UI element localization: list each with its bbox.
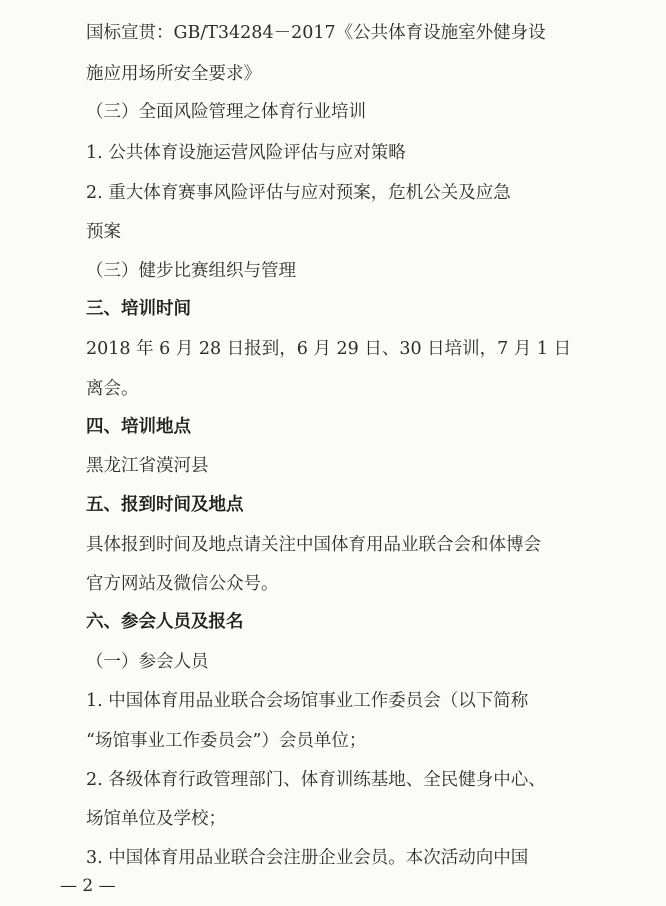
subsection-walking-race: （三）健步比赛组织与管理 — [86, 261, 296, 281]
subsection-risk-training: （三）全面风险管理之体育行业培训 — [86, 102, 366, 122]
subsection-attendees: （一）参会人员 — [86, 652, 209, 672]
list-item-2-cont: 预案 — [86, 222, 121, 242]
page-number: — 2 — — [60, 876, 116, 896]
attendee-item-2-cont: 场馆单位及学校； — [86, 809, 226, 829]
text-training-time-cont: 离会。 — [86, 379, 139, 399]
list-item-1: 1. 公共体育设施运营风险评估与应对策略 — [86, 143, 406, 163]
text-registration-cont: 官方网站及微信公众号。 — [86, 574, 279, 594]
section-heading-attendees: 六、参会人员及报名 — [86, 612, 244, 632]
attendee-item-2: 2. 各级体育行政管理部门、体育训练基地、全民健身中心、 — [86, 770, 546, 790]
text-location: 黑龙江省漠河县 — [86, 456, 209, 476]
text-line-standard-1: 国标宣贯：GB/T34284－2017《公共体育设施室外健身设 — [86, 23, 546, 43]
attendee-item-3: 3. 中国体育用品业联合会注册企业会员。本次活动向中国 — [86, 848, 529, 868]
text-line-standard-2: 施应用场所安全要求》 — [86, 64, 261, 84]
list-item-2: 2. 重大体育赛事风险评估与应对预案，危机公关及应急 — [86, 183, 511, 203]
attendee-item-1: 1. 中国体育用品业联合会场馆事业工作委员会（以下简称 — [86, 691, 529, 711]
section-heading-training-time: 三、培训时间 — [86, 299, 191, 319]
attendee-item-1-cont: “场馆事业工作委员会”）会员单位； — [86, 731, 367, 751]
text-training-time: 2018 年 6 月 28 日报到，6 月 29 日、30 日培训，7 月 1 日 — [86, 339, 572, 359]
section-heading-registration: 五、报到时间及地点 — [86, 495, 244, 515]
text-registration: 具体报到时间及地点请关注中国体育用品业联合会和体博会 — [86, 535, 541, 555]
section-heading-location: 四、培训地点 — [86, 417, 191, 437]
